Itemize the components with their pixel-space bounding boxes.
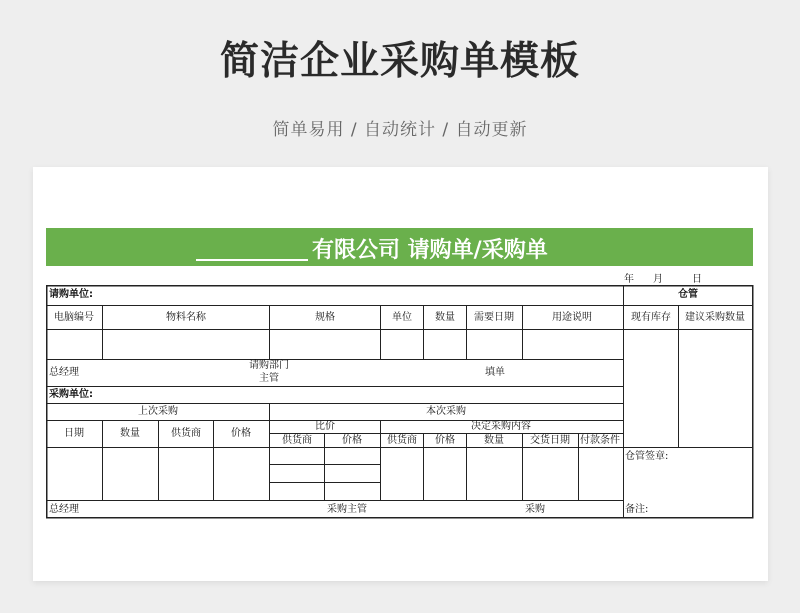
col-need-date: 需要日期	[474, 312, 514, 323]
remark-label: 备注:	[625, 504, 649, 515]
col-decide-delivery: 交货日期	[530, 435, 570, 446]
warehouse-header: 仓管	[678, 289, 698, 300]
date-year: 年	[624, 274, 634, 285]
fill-form-label: 填单	[485, 367, 505, 378]
col-computer-code: 电脑编号	[54, 312, 94, 323]
last-purchase-header: 上次采购	[138, 406, 178, 417]
col-suggest-qty: 建议采购数量	[685, 312, 745, 323]
col-compare-price: 价格	[342, 435, 362, 446]
compare-price-header: 比价	[315, 421, 335, 432]
col-unit: 单位	[392, 312, 412, 323]
date-month: 月	[653, 274, 663, 285]
col-decide-qty: 数量	[484, 435, 504, 446]
col-usage: 用途说明	[552, 312, 592, 323]
buyer-label: 采购	[525, 504, 545, 515]
request-unit-label: 请购单位:	[49, 289, 93, 300]
page-title: 简洁企业采购单模板	[219, 39, 580, 84]
decide-content-header: 决定采购内容	[471, 421, 531, 432]
general-manager-label-1: 总经理	[49, 367, 79, 378]
request-dept-label: 请购部门	[249, 360, 289, 371]
warehouse-sign-label: 仓管签章:	[625, 451, 669, 462]
purchase-unit-label: 采购单位:	[49, 389, 93, 400]
page-subtitle: 简单易用 / 自动统计 / 自动更新	[272, 120, 528, 140]
col-last-supplier: 供货商	[171, 428, 201, 439]
form-banner-title: 有限公司 请购单/采购单	[312, 238, 548, 263]
purchase-supervisor-label: 采购主管	[327, 504, 367, 515]
col-qty: 数量	[435, 312, 455, 323]
date-day: 日	[692, 274, 702, 285]
col-material-name: 物料名称	[166, 312, 206, 323]
this-purchase-header: 本次采购	[426, 406, 466, 417]
col-last-price: 价格	[231, 428, 251, 439]
col-spec: 规格	[315, 312, 335, 323]
request-dept-supervisor-label: 主管	[259, 373, 279, 384]
general-manager-label-2: 总经理	[49, 504, 79, 515]
col-compare-supplier: 供货商	[282, 435, 312, 446]
col-decide-price: 价格	[435, 435, 455, 446]
col-current-stock: 现有库存	[631, 312, 671, 323]
col-decide-payment: 付款条件	[580, 435, 620, 446]
col-last-date: 日期	[64, 428, 84, 439]
col-last-qty: 数量	[120, 428, 140, 439]
col-decide-supplier: 供货商	[387, 435, 417, 446]
